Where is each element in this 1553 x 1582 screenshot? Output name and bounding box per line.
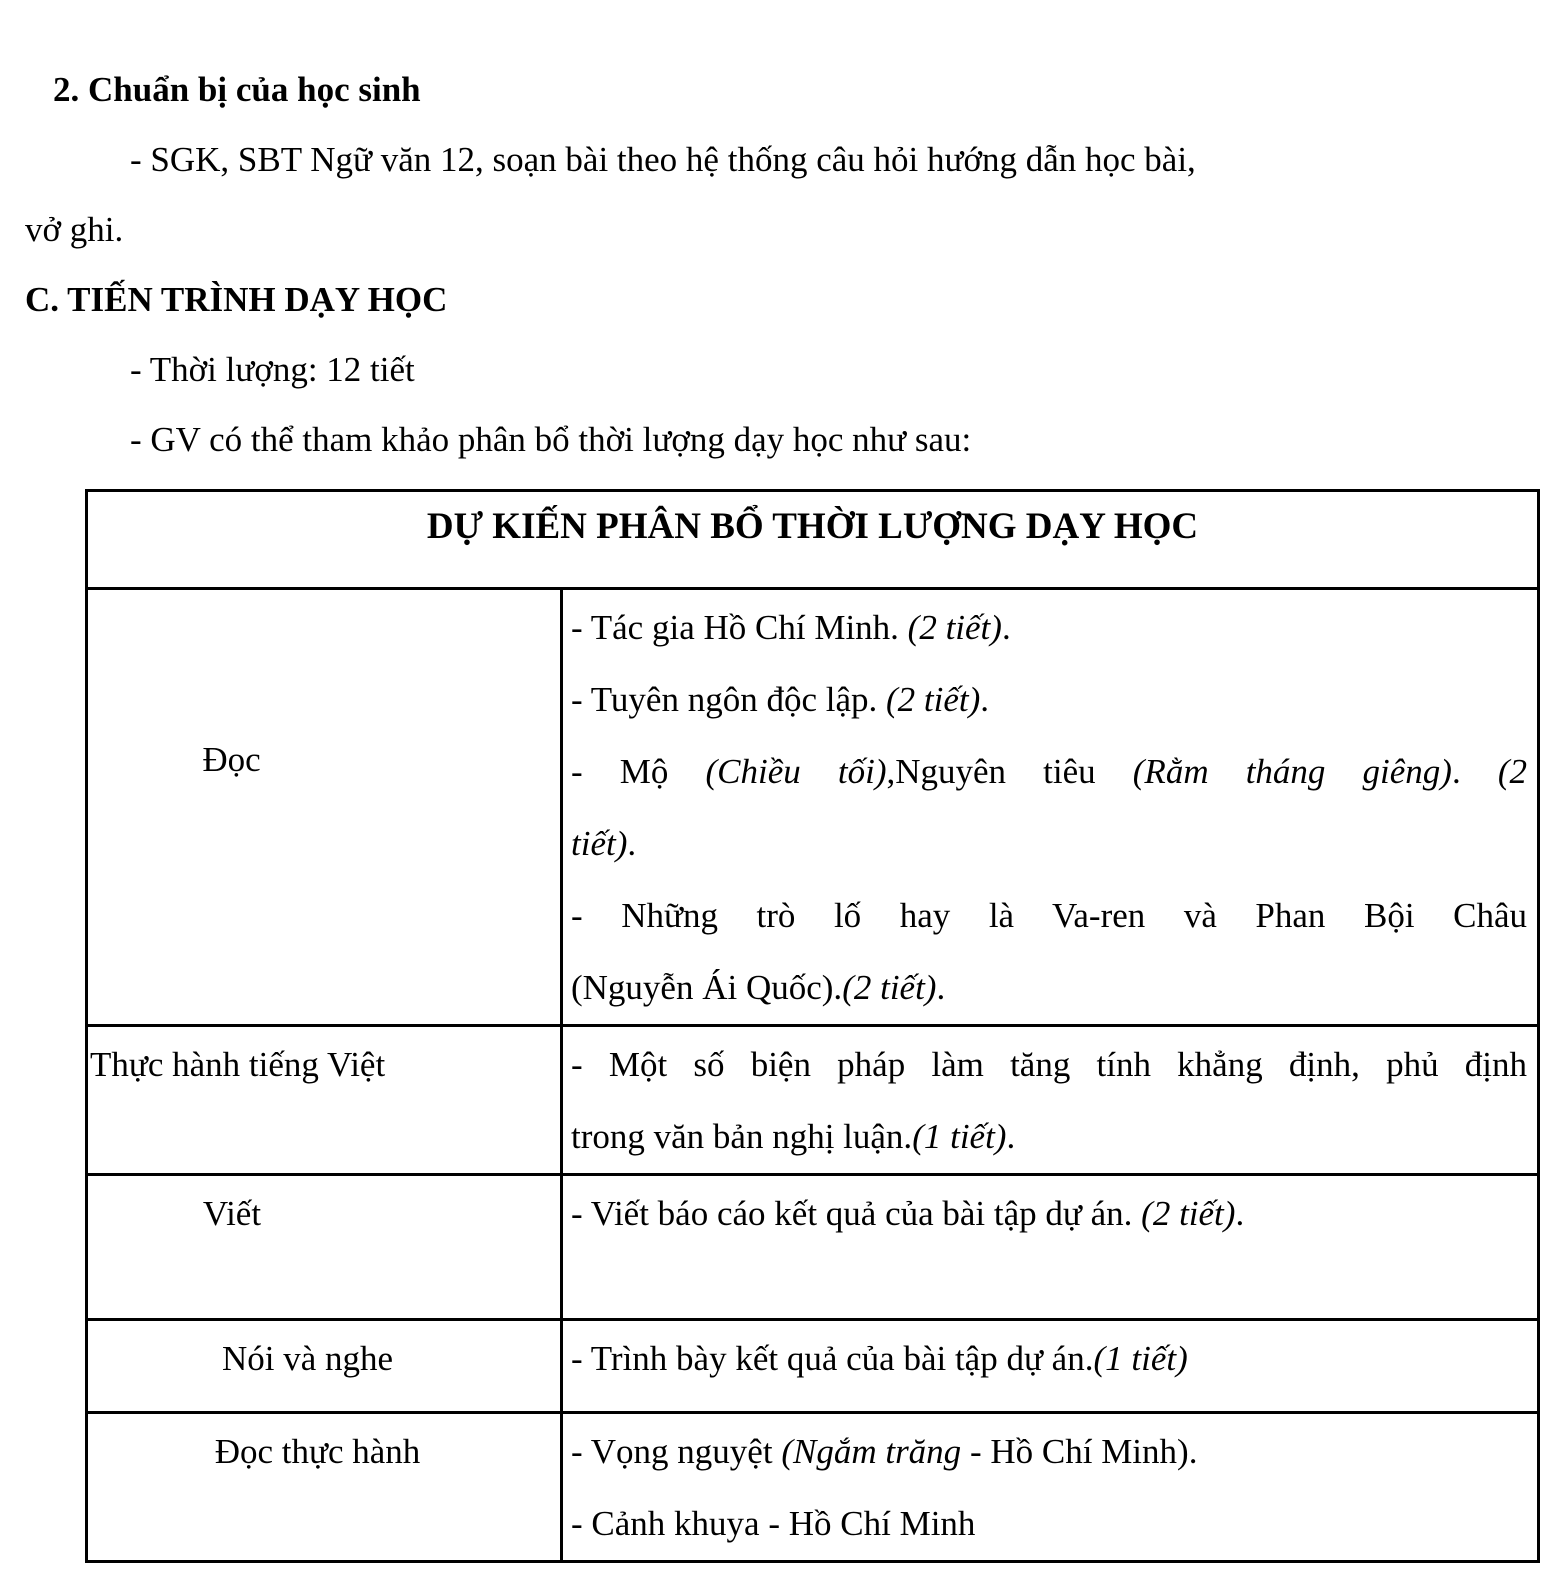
content-line: [571, 736, 1527, 808]
text-run: .: [1451, 752, 1498, 791]
text-run: - Tuyên ngôn độc lập.: [571, 680, 886, 719]
section-heading-2: 2. Chuẩn bị của học sinh: [53, 70, 421, 109]
content-line: [571, 1178, 1527, 1250]
content-line: [571, 1488, 1527, 1560]
sgk-paragraph-line-2: vở ghi.: [25, 210, 124, 249]
sgk-paragraph-line-1: - SGK, SBT Ngữ văn 12, soạn bài theo hệ thống câu hỏi hướng dẫn học bài,: [130, 140, 1196, 179]
content-line: [571, 808, 1527, 880]
italic-run: (1 tiết): [1093, 1339, 1188, 1378]
intro-text-block: [0, 0, 1553, 475]
italic-run: (Ngắm trăng: [781, 1432, 962, 1471]
activity-content: [562, 589, 1539, 1026]
text-run: - Tác gia Hồ Chí Minh.: [571, 608, 908, 647]
activity-content: [562, 1175, 1539, 1320]
italic-run: (2 tiết): [886, 680, 981, 719]
italic-run: (2 tiết): [1141, 1194, 1236, 1233]
italic-run: tiết): [571, 824, 628, 863]
gv-suggestion-line: - GV có thể tham khảo phân bổ thời lượng dạy học như sau:: [130, 420, 972, 459]
content-line: [571, 1101, 1527, 1173]
text-run: - Những trò lố hay là Va-ren và Phan Bội Châu: [571, 896, 1527, 935]
content-line: [571, 952, 1527, 1024]
activity-label: Đọc thực hành: [87, 1413, 562, 1562]
content-line: [571, 664, 1527, 736]
text-run: - Vọng nguyệt: [571, 1432, 782, 1471]
table-title-row: [87, 491, 1539, 589]
duration-line: - Thời lượng: 12 tiết: [130, 350, 415, 389]
text-run: - Một số biện pháp làm tăng tính khẳng định, phủ định: [571, 1045, 1527, 1084]
activity-label: Thực hành tiếng Việt: [87, 1026, 562, 1175]
text-run: - Mộ: [571, 752, 706, 791]
table-row: [87, 1413, 1539, 1562]
text-run: - Cảnh khuya - Hồ Chí Minh: [571, 1504, 976, 1543]
schedule-table: [85, 489, 1540, 1563]
text-run: - Hồ Chí Minh).: [961, 1432, 1198, 1471]
activity-content: [562, 1026, 1539, 1175]
italic-run: (Chiều tối): [705, 752, 887, 791]
activity-label: Nói và nghe: [87, 1320, 562, 1413]
italic-run: (Rằm tháng giêng): [1132, 752, 1452, 791]
text-run: .: [627, 824, 637, 863]
table-row: [87, 1026, 1539, 1175]
text-run: .: [1001, 608, 1011, 647]
content-line: [571, 1416, 1527, 1488]
italic-run: (1 tiết): [912, 1117, 1007, 1156]
table-title: DỰ KIẾN PHÂN BỔ THỜI LƯỢNG DẠY HỌC: [87, 491, 1539, 589]
text-run: .: [1006, 1117, 1016, 1156]
section-heading-c: C. TIẾN TRÌNH DẠY HỌC: [25, 280, 448, 319]
activity-content: [562, 1320, 1539, 1413]
activity-label: Đọc: [87, 589, 562, 1026]
table-row: [87, 1320, 1539, 1413]
content-line: [571, 1323, 1527, 1395]
italic-run: (2 tiết): [842, 968, 937, 1007]
text-run: - Trình bày kết quả của bài tập dự án.: [571, 1339, 1094, 1378]
text-run: .: [980, 680, 990, 719]
text-run: - Viết báo cáo kết quả của bài tập dự án.: [571, 1194, 1142, 1233]
text-run: .: [1235, 1194, 1245, 1233]
activity-content: [562, 1413, 1539, 1562]
table-row: [87, 589, 1539, 1026]
text-run: ,Nguyên tiêu: [886, 752, 1133, 791]
text-run: trong văn bản nghị luận.: [571, 1117, 913, 1156]
text-run: (Nguyễn Ái Quốc).: [571, 968, 843, 1007]
activity-label: Viết: [87, 1175, 562, 1320]
content-line: [571, 592, 1527, 664]
italic-run: (2: [1497, 752, 1527, 791]
text-run: .: [936, 968, 946, 1007]
content-line: [571, 1029, 1527, 1101]
content-line: [571, 880, 1527, 952]
table-row: [87, 1175, 1539, 1320]
italic-run: (2 tiết): [907, 608, 1002, 647]
